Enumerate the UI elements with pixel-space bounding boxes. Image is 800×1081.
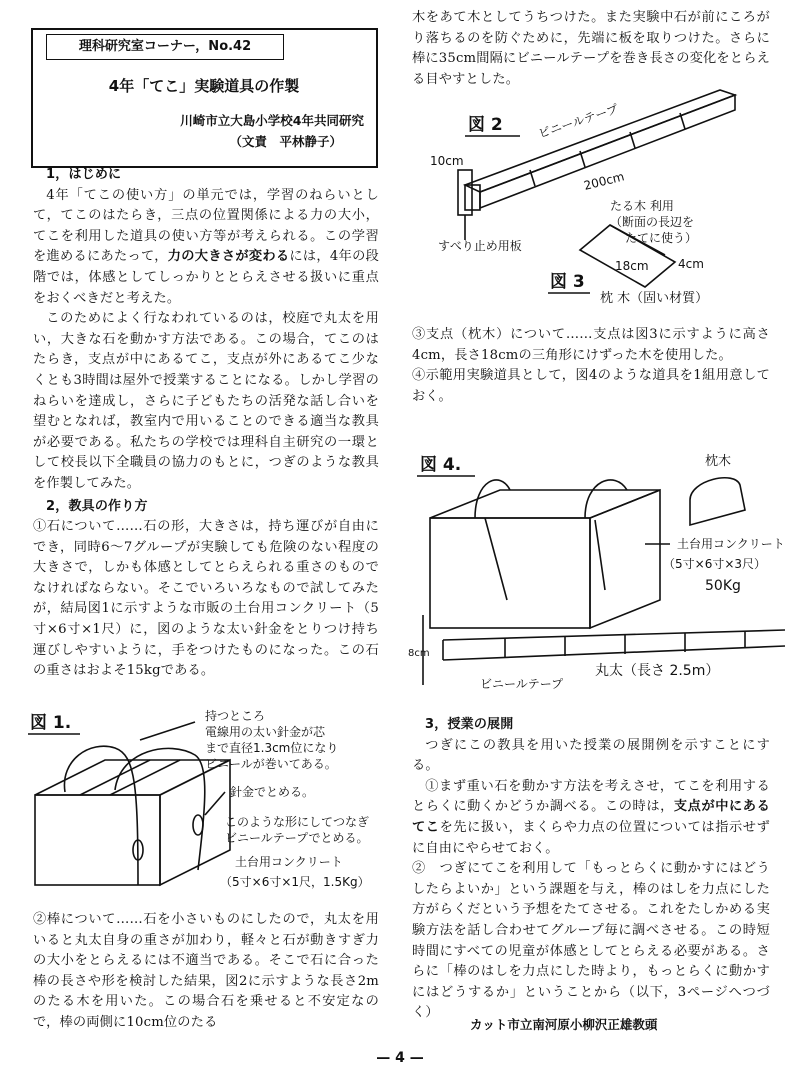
fig3-length: 18cm — [615, 259, 649, 273]
figure-4 — [405, 440, 790, 700]
fig4-concrete: 土台用コンクリート — [677, 537, 785, 551]
section-3-paragraph-2: ② つぎにてこを利用して「もっとらくに動かすにはどうしたらよいか」という課題を与え，棒のはしを力点にした方がらくだという予想をたてさせる。これをたしかめる実験方法を話し合わせてグループ毎に調べさせる。この時短時間にすべての児童が体感としてとらえる必要がある。さらに「棒のはしを力点にした時より，もっとらくに動かすにはどうするか」ということから（以下，3ページへつづく） — [412, 861, 770, 1021]
svg-text:（5寸×6寸×1尺，1.5Kg）: （5寸×6寸×1尺，1.5Kg） — [220, 875, 370, 889]
section-3-paragraph-1: ①まず重い石を動かす方法を考えさせ，てこを利用するとらくに動くかどうか調べる。この時は，支点が中にあるてこを先に扱い，まくらや力点の位置については指示せずに自由にやらせておく。 — [412, 778, 770, 856]
section-3-heading: 3，授業の展開 — [425, 717, 514, 732]
affiliation: 川崎市立大島小学校4年共同研究 — [180, 113, 364, 128]
fig2-wood-1: たる木 利用 — [610, 199, 674, 213]
figure-2-3 — [410, 90, 790, 330]
section-2-heading: 2，教具の作り方 — [46, 498, 148, 514]
article-title: 4年「てこ」実験道具の作製 — [108, 77, 300, 95]
fig2-stopper: すべり止め用板 — [438, 239, 522, 253]
right-column-middle — [412, 325, 770, 407]
fig4-tape: ビニールテープ — [480, 677, 564, 691]
paragraph-demo: ④示範用実験道具として，図4のような道具を1組用意しておく。 — [412, 368, 770, 404]
fig4-log: 丸太（長さ 2.5m） — [595, 663, 720, 679]
right-column-upper — [412, 8, 770, 90]
fig2-tape: ビニールテープ — [536, 101, 621, 141]
svg-text:（5寸×6寸×3尺）: （5寸×6寸×3尺） — [663, 557, 767, 571]
svg-text:たてに使う）: たてに使う） — [625, 231, 698, 245]
fig2-length: 200cm — [582, 169, 626, 193]
page-number: — 4 — — [376, 1050, 424, 1066]
fig1-note-tape: このような形にしてつなぎ — [225, 815, 370, 829]
section-2-paragraph-2: ②棒について……石を小さいものにしたので，丸太を用いると丸太自身の重さが加わり，軽々と石が動きすぎ力の大小をとらえるには不適当である。そこで石に合った棒の長さや形を検討した結果，図2に示すような長さ2mのたる木を用いた。この場合石を乗せると不安定なので，棒の両側に10cm位のたる — [33, 912, 379, 1030]
figure-3-label: 図 3 — [550, 272, 585, 292]
section-1-heading: 1，はじめに — [46, 167, 122, 182]
svg-text:ビニールテープでとめる。: ビニールテープでとめる。 — [225, 831, 369, 845]
fig3-name: 枕 木（固い材質） — [600, 291, 709, 306]
figure-1-label: 図 1. — [30, 713, 72, 733]
fig1-note-concrete: 土台用コンクリート — [235, 855, 343, 869]
fig1-note-hold: 持つところ — [205, 709, 266, 723]
fig3-height: 4cm — [678, 257, 704, 271]
fig1-note-fasten: 針金でとめる。 — [230, 785, 315, 799]
illustration-credit: カット市立南河原小柳沢正雄教頭 — [470, 1017, 658, 1032]
section-2-paragraph-1: ①石について……石の形，大きさは，持ち運びが自由にでき，同時6～7グループが実験しても危険のない程度の大きさで，しかも体感としてとらえられる重さのものでなければならない。そこでいろいろなもので試してみたが，結局図1に示すような市販の土台用コンクリート（5寸×6寸×1尺）に，図のような太い針金をとりつけ持ち運びしやすいように，手をつけたものになった。この石の重さはおよそ15kgである。 — [33, 519, 379, 679]
left-column-lower — [33, 910, 379, 1034]
paragraph-fulcrum: ③支点（枕木）について……支点は図3に示すように高さ4cm，長さ18cmの三角形にけずった木を使用した。 — [412, 327, 770, 363]
author: （文責 平林静子） — [229, 134, 342, 149]
figure-2-label: 図 2 — [468, 115, 503, 135]
fig1-note-wire: 電線用の太い針金が芯 — [205, 725, 326, 739]
section-1-paragraph-1: 4年「てこの使い方」の単元では，学習のねらいとして，てこのはたらき，三点の位置関係による力の大小，てこを利用した道具の使い方等が考えられる。この学習を進めるにあたって，力の大きさが変わるには，4年の段階では，体感としてしっかりととらえさせる扱いに重点をおくべきだと考えた。 — [33, 187, 379, 306]
fig4-makura: 枕木 — [705, 454, 732, 469]
corner-label: 理科研究室コーナー，No.42 — [46, 34, 284, 60]
svg-text:ビニールが巻いてある。: ビニールが巻いてある。 — [205, 757, 337, 771]
fig4-weight: 50Kg — [705, 578, 741, 594]
left-column-upper — [33, 165, 379, 682]
fig2-width: 10cm — [430, 154, 464, 168]
svg-text:まで直径1.3cm位になり: まで直径1.3cm位になり — [205, 741, 339, 755]
paragraph-continued: 木をあて木としてうちつけた。また実験中石が前にころがり落ちるのを防ぐために，先端に板を取りつけた。さらに棒に35cm間隔にビニールテープを巻き長さの変化をとらえる目やすとした。 — [412, 10, 770, 87]
section-1-paragraph-2: このためによく行なわれているのは，校庭で丸太を用い，大きな石を動かす方法である。この場合，てこのはたらき，支点が中にあるてこ，支点が外にあるてこ少なくとも3時間は屋外で授業することになる。しかし学習のねらいを達成し，さらに子どもたちの活発な話し合いを望むとなれば，教室内で用いることのできる適当な教具が必要である。私たちの学校では理科自主研究の一環として校長以下全職員の協力のもとに，つぎのような教具を作製してみた。 — [33, 311, 379, 491]
svg-text:（断面の長辺を: （断面の長辺を — [610, 215, 695, 229]
figure-4-label: 図 4. — [420, 455, 462, 475]
emphasis-fulcrum-middle: 支点が中にあるてこ — [412, 799, 770, 835]
emphasis-force: 力の大きさが変わる — [167, 249, 290, 265]
section-3-paragraph-0: つぎにこの教具を用いた授業の展開例を示すことにする。 — [412, 737, 770, 774]
right-column-lower — [412, 715, 770, 1024]
figure-1 — [20, 700, 390, 910]
fig4-diameter: 8cm — [408, 648, 430, 659]
